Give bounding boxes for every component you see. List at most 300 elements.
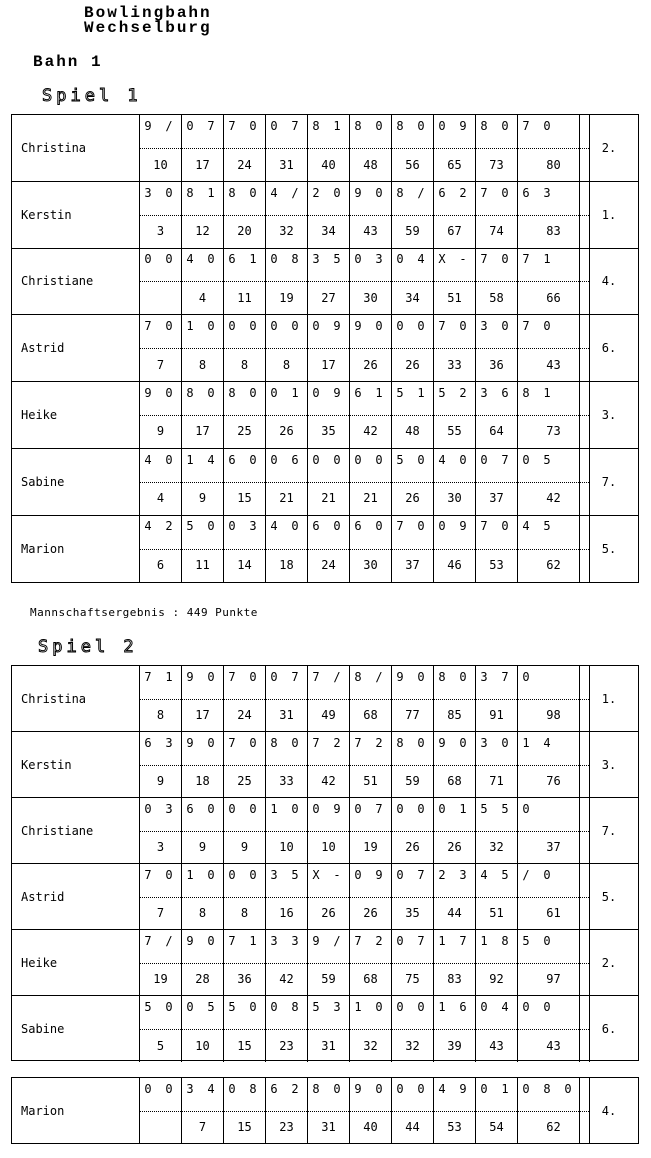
running-total: 11 (237, 290, 252, 305)
running-total: 97 (546, 971, 561, 986)
roll: 6 (501, 385, 509, 400)
frame-9 (476, 996, 518, 1062)
roll: 7 (312, 670, 320, 684)
roll: 0 (291, 319, 299, 334)
frame-rolls (140, 515, 181, 550)
roll: 5 (480, 802, 488, 816)
roll: 3 (312, 252, 320, 267)
roll: 2 (291, 1082, 299, 1096)
roll: 0 (375, 452, 383, 467)
placement: 7. (579, 449, 638, 515)
frame-4 (266, 182, 308, 248)
frame-2 (182, 996, 224, 1062)
frame-7 (392, 449, 434, 515)
frame-rolls (182, 115, 223, 149)
frame-1 (140, 666, 182, 731)
frame-8 (434, 666, 476, 731)
roll: 0 (270, 385, 278, 400)
roll: 1 (438, 934, 446, 948)
frames (140, 382, 590, 448)
running-total: 42 (321, 773, 336, 788)
frame-rolls (224, 115, 265, 149)
frame-rolls (392, 798, 433, 832)
frame-9 (476, 382, 518, 448)
roll: 0 (417, 319, 425, 334)
player-row (12, 930, 638, 996)
player-row (12, 182, 638, 249)
roll: 9 (459, 1082, 467, 1096)
roll: 7 (522, 252, 530, 267)
roll: 8 (249, 1082, 257, 1096)
running-total: 73 (489, 157, 504, 172)
roll: 0 (459, 670, 467, 684)
frame-rolls (266, 248, 307, 282)
roll: 0 (165, 185, 173, 200)
running-total: 23 (279, 1119, 294, 1134)
roll: 0 (333, 185, 341, 200)
running-total: 36 (489, 357, 504, 372)
frame-rolls (308, 996, 349, 1030)
roll: 0 (501, 185, 509, 200)
frames (140, 449, 590, 515)
roll: 9 (354, 1082, 362, 1096)
player-row (12, 315, 638, 382)
roll: 8 (354, 119, 362, 133)
running-total: 26 (279, 424, 294, 439)
frame-rolls (434, 315, 475, 349)
roll: 3 (480, 736, 488, 750)
frame-9 (476, 930, 518, 995)
roll: 6 (228, 452, 236, 467)
frame-rolls (140, 248, 181, 282)
frame-4 (266, 996, 308, 1062)
running-total: 43 (363, 224, 378, 239)
roll: X (438, 252, 446, 267)
roll: 0 (207, 252, 215, 267)
player-row (12, 382, 638, 449)
frame-2 (182, 182, 224, 248)
frame-7 (392, 182, 434, 248)
frame-3 (224, 996, 266, 1062)
roll: 0 (501, 252, 509, 267)
frame-9 (476, 115, 518, 181)
roll: 0 (249, 319, 257, 334)
roll: 1 (186, 319, 194, 334)
running-total: 39 (447, 1038, 462, 1053)
roll: 0 (375, 1082, 383, 1096)
roll: 0 (228, 1082, 236, 1096)
roll: 9 (144, 119, 152, 133)
running-total: 26 (321, 905, 336, 920)
placement: 4. (579, 248, 638, 314)
running-total: 7 (198, 1119, 207, 1134)
frame-9 (476, 515, 518, 582)
player-name: Astrid (12, 864, 140, 929)
frame-rolls (476, 382, 517, 416)
roll: 7 (501, 452, 509, 467)
roll: 5 (207, 1000, 215, 1014)
running-total: 64 (489, 424, 504, 439)
frame-rolls (266, 182, 307, 216)
frame-7 (392, 115, 434, 181)
frame-rolls (308, 1078, 349, 1112)
roll: 0 (501, 519, 509, 534)
roll: 4 (501, 1000, 509, 1014)
roll: 7 (375, 802, 383, 816)
roll: 0 (249, 119, 257, 133)
frame-rolls (476, 996, 517, 1030)
frame-7 (392, 864, 434, 929)
frame-rolls (350, 248, 391, 282)
frame-rolls (140, 996, 181, 1030)
frame-6 (350, 666, 392, 731)
roll: 7 (228, 934, 236, 948)
roll: 0 (207, 736, 215, 750)
placement: 4. (579, 1078, 638, 1143)
frame-9 (476, 798, 518, 863)
frame-rolls (392, 930, 433, 964)
frame-4 (266, 798, 308, 863)
roll: 0 (480, 1000, 488, 1014)
roll: 0 (312, 802, 320, 816)
frame-4 (266, 449, 308, 515)
roll: 1 (543, 252, 551, 267)
frame-7 (392, 798, 434, 863)
roll: 9 (354, 319, 362, 334)
roll: 0 (375, 319, 383, 334)
frame-3 (224, 115, 266, 181)
frame-9 (476, 449, 518, 515)
frame-2 (182, 732, 224, 797)
frame-3 (224, 449, 266, 515)
roll: 7 (522, 119, 530, 133)
roll: 0 (480, 1082, 488, 1096)
roll: 8 (396, 119, 404, 133)
frame-rolls (434, 732, 475, 766)
roll: 5 (543, 452, 551, 467)
frame-rolls (392, 864, 433, 898)
game-1-scoresheet (11, 114, 639, 583)
frame-8 (434, 732, 476, 797)
player-name: Marion (12, 515, 140, 582)
roll: 4 (522, 519, 530, 534)
frame-6 (350, 382, 392, 448)
roll: 8 (480, 119, 488, 133)
roll: 0 (543, 934, 551, 948)
frame-2 (182, 449, 224, 515)
placement: 2. (579, 930, 638, 995)
roll: 8 (186, 185, 194, 200)
roll: 5 (522, 934, 530, 948)
roll: 0 (249, 452, 257, 467)
frame-rolls (308, 115, 349, 149)
frame-rolls (350, 732, 391, 766)
frame-3 (224, 732, 266, 797)
roll: 0 (249, 670, 257, 684)
player-row (12, 732, 638, 798)
running-total: 8 (240, 357, 249, 372)
frame-8 (434, 996, 476, 1062)
roll: 0 (417, 1082, 425, 1096)
frame-1 (140, 996, 182, 1062)
frames (140, 115, 590, 181)
roll: 3 (186, 1082, 194, 1096)
roll: 2 (375, 736, 383, 750)
frame-5 (308, 1078, 350, 1143)
roll: 7 (354, 736, 362, 750)
roll: 1 (375, 385, 383, 400)
lane-heading: Bahn 1 (33, 53, 103, 71)
player-row (12, 798, 638, 864)
frame-rolls (224, 315, 265, 349)
roll: 9 (396, 670, 404, 684)
roll: 4 (186, 252, 194, 267)
roll: 0 (270, 670, 278, 684)
roll: 9 (144, 385, 152, 400)
running-total: 19 (153, 971, 168, 986)
roll: 1 (165, 670, 173, 684)
frame-rolls (350, 315, 391, 349)
running-total: 42 (363, 424, 378, 439)
running-total: 98 (546, 707, 561, 722)
roll: / (165, 934, 173, 948)
roll: X (312, 868, 320, 882)
roll: 7 (228, 119, 236, 133)
frame-6 (350, 1078, 392, 1143)
frame-7 (392, 732, 434, 797)
running-total: 48 (363, 157, 378, 172)
running-total: 23 (279, 1038, 294, 1053)
frame-rolls (476, 1078, 517, 1112)
running-total: 4 (198, 290, 207, 305)
frame-5 (308, 798, 350, 863)
roll: 5 (396, 452, 404, 467)
roll: 0 (144, 1082, 152, 1096)
running-total: 30 (363, 290, 378, 305)
frame-rolls (434, 382, 475, 416)
roll: / (417, 185, 425, 200)
roll: 1 (438, 1000, 446, 1014)
running-total: 56 (405, 157, 420, 172)
roll: 0 (249, 868, 257, 882)
roll: 0 (417, 670, 425, 684)
frame-rolls (434, 515, 475, 550)
roll: 6 (522, 185, 530, 200)
roll: 0 (144, 252, 152, 267)
roll: 0 (312, 319, 320, 334)
roll: 2 (333, 736, 341, 750)
roll: 8 (270, 736, 278, 750)
player-name: Christina (12, 666, 140, 731)
game-2-extra-scoresheet (11, 1077, 639, 1144)
running-total: 59 (405, 773, 420, 788)
frame-rolls (140, 864, 181, 898)
frame-rolls (182, 449, 223, 483)
frame-3 (224, 248, 266, 314)
running-total: 68 (363, 971, 378, 986)
roll: 0 (417, 519, 425, 534)
roll: 0 (522, 1000, 530, 1014)
roll: 7 (459, 934, 467, 948)
running-total: 25 (237, 424, 252, 439)
roll: 4 (144, 519, 152, 534)
frame-rolls (308, 515, 349, 550)
running-total: 32 (363, 1038, 378, 1053)
running-total: 32 (489, 839, 504, 854)
frame-6 (350, 798, 392, 863)
frame-2 (182, 930, 224, 995)
roll: 0 (438, 519, 446, 534)
frame-5 (308, 182, 350, 248)
roll: 2 (459, 385, 467, 400)
roll: 4 (207, 452, 215, 467)
frame-rolls (308, 864, 349, 898)
roll: 1 (333, 119, 341, 133)
frame-9 (476, 315, 518, 381)
frames (140, 182, 590, 248)
running-total: 7 (156, 357, 165, 372)
roll: 5 (291, 868, 299, 882)
frame-rolls (434, 182, 475, 216)
frame-rolls (434, 864, 475, 898)
running-total: 55 (447, 424, 462, 439)
frame-7 (392, 666, 434, 731)
roll: 4 (144, 452, 152, 467)
frame-9 (476, 1078, 518, 1143)
frame-8 (434, 248, 476, 314)
running-total: 59 (405, 224, 420, 239)
roll: 7 (417, 868, 425, 882)
roll: 6 (228, 252, 236, 267)
running-total: 3 (156, 224, 165, 239)
roll: 8 (312, 1082, 320, 1096)
running-total: 24 (321, 558, 336, 573)
roll: - (459, 252, 467, 267)
frame-5 (308, 115, 350, 181)
roll: 9 (312, 934, 320, 948)
roll: 3 (291, 934, 299, 948)
roll: 7 (144, 934, 152, 948)
frame-8 (434, 382, 476, 448)
roll: 0 (228, 519, 236, 534)
roll: 7 (144, 670, 152, 684)
roll: 1 (459, 802, 467, 816)
running-total: 37 (546, 839, 561, 854)
frame-rolls (308, 666, 349, 700)
roll: 0 (291, 802, 299, 816)
player-name: Heike (12, 382, 140, 448)
frame-rolls (140, 798, 181, 832)
frame-rolls (266, 930, 307, 964)
roll: 0 (207, 670, 215, 684)
frame-rolls (266, 996, 307, 1030)
roll: 0 (417, 119, 425, 133)
frame-4 (266, 666, 308, 731)
running-total: 19 (279, 290, 294, 305)
roll: 0 (207, 934, 215, 948)
running-total: 32 (279, 224, 294, 239)
running-total: 31 (279, 157, 294, 172)
running-total: 53 (447, 1119, 462, 1134)
running-total: 62 (546, 558, 561, 573)
running-total: 77 (405, 707, 420, 722)
frame-rolls (224, 182, 265, 216)
roll: 2 (459, 185, 467, 200)
frame-1 (140, 1078, 182, 1143)
roll: 0 (396, 934, 404, 948)
roll: 7 (144, 868, 152, 882)
roll: 0 (354, 252, 362, 267)
running-total: 31 (321, 1038, 336, 1053)
frame-9 (476, 666, 518, 731)
roll: 0 (249, 802, 257, 816)
running-total: 5 (156, 1038, 165, 1053)
frame-9 (476, 732, 518, 797)
frame-1 (140, 449, 182, 515)
frames (140, 515, 590, 582)
frame-7 (392, 248, 434, 314)
roll: 0 (165, 319, 173, 334)
frame-rolls (266, 666, 307, 700)
frame-rolls (224, 864, 265, 898)
frame-3 (224, 182, 266, 248)
roll: 3 (543, 185, 551, 200)
frame-rolls (476, 930, 517, 964)
player-name: Marion (12, 1078, 140, 1143)
frame-rolls (266, 382, 307, 416)
running-total: 31 (321, 1119, 336, 1134)
running-total: 80 (546, 157, 561, 172)
roll: 1 (186, 452, 194, 467)
frame-rolls (182, 798, 223, 832)
running-total: 83 (546, 224, 561, 239)
frame-4 (266, 382, 308, 448)
frame-5 (308, 449, 350, 515)
roll: 9 (186, 934, 194, 948)
running-total: 85 (447, 707, 462, 722)
frame-6 (350, 930, 392, 995)
running-total: 42 (546, 491, 561, 505)
frame-rolls (266, 315, 307, 349)
roll: 5 (396, 385, 404, 400)
frame-rolls (182, 315, 223, 349)
roll: 0 (522, 1082, 530, 1096)
placement: 1. (579, 666, 638, 731)
roll: 0 (270, 319, 278, 334)
roll: 7 (228, 736, 236, 750)
running-total: 15 (237, 1038, 252, 1053)
frames (140, 864, 590, 929)
running-total: 24 (237, 707, 252, 722)
running-total: 62 (546, 1119, 561, 1134)
frame-rolls (434, 449, 475, 483)
frame-rolls (224, 732, 265, 766)
roll: 6 (438, 185, 446, 200)
frame-4 (266, 248, 308, 314)
frame-3 (224, 515, 266, 582)
running-total: 43 (489, 1038, 504, 1053)
roll: 0 (501, 736, 509, 750)
frame-rolls (434, 798, 475, 832)
player-row (12, 666, 638, 732)
running-total: 34 (321, 224, 336, 239)
running-total: 17 (195, 157, 210, 172)
roll: 0 (459, 736, 467, 750)
frame-rolls (140, 666, 181, 700)
roll: 7 (501, 670, 509, 684)
roll: 3 (480, 670, 488, 684)
roll: 7 (417, 934, 425, 948)
